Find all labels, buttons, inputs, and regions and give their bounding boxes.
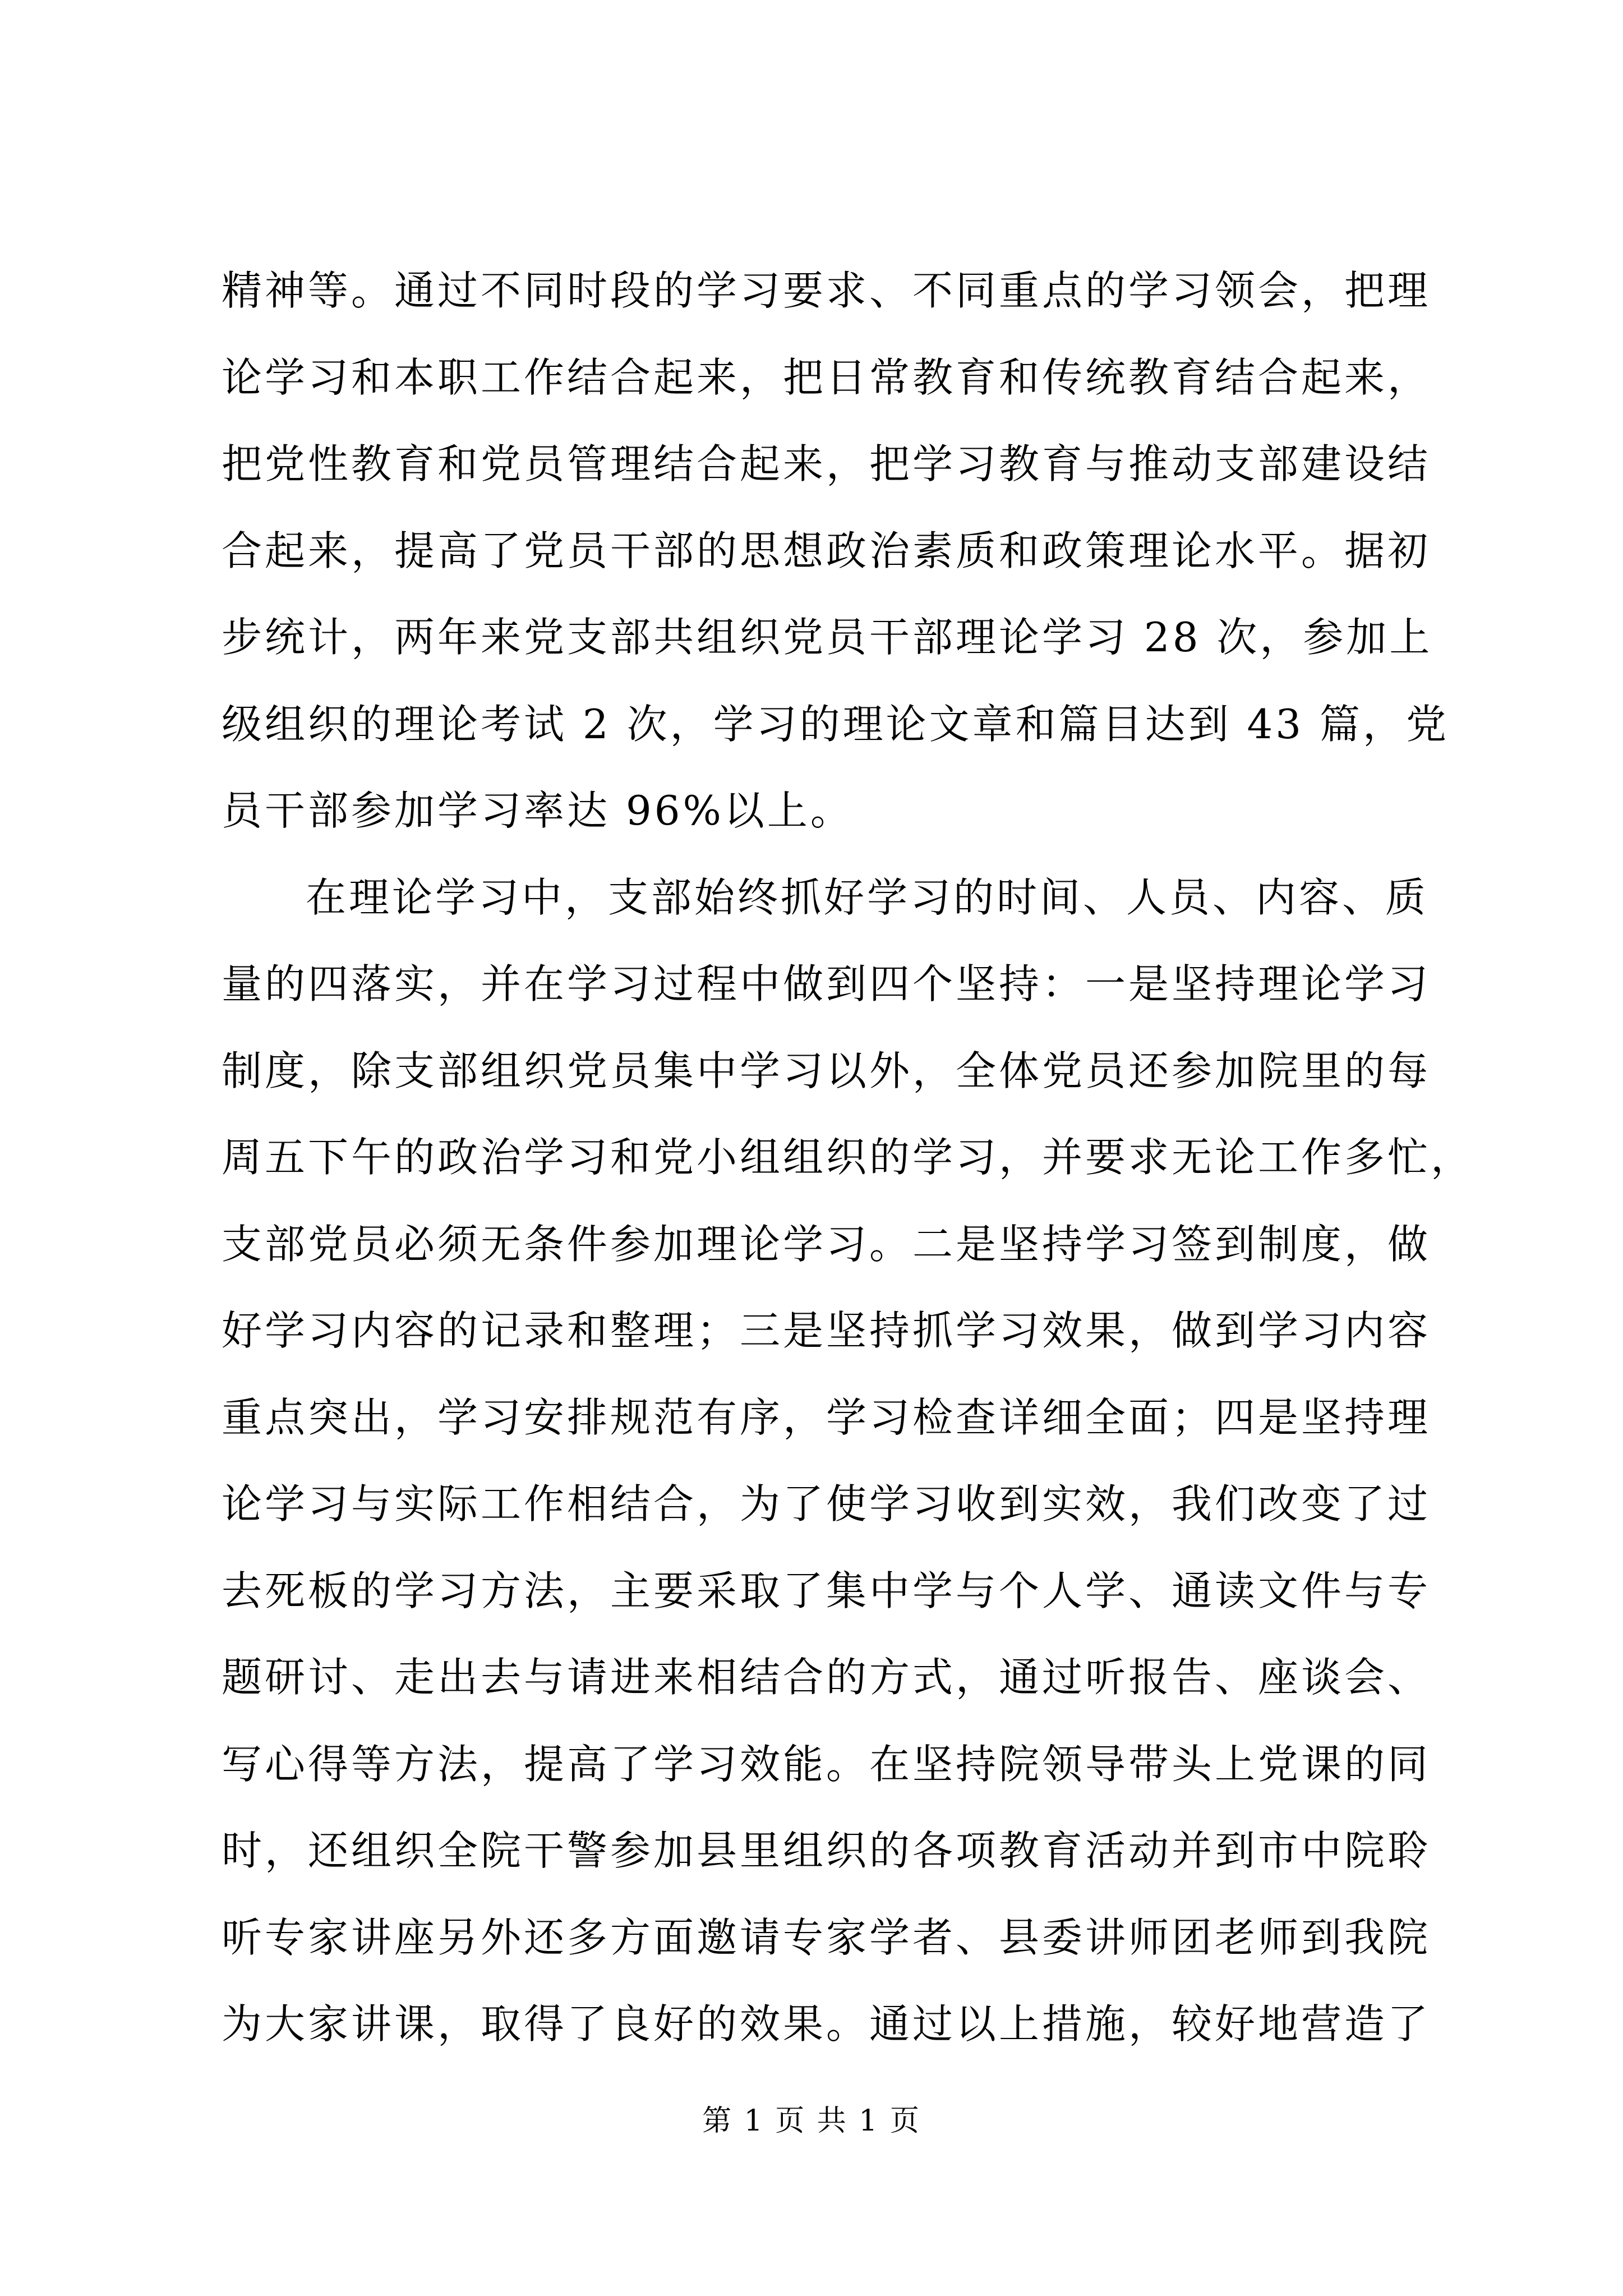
- body-text-line: 题研讨、走出去与请进来相结合的方式，通过听报告、座谈会、: [222, 1654, 1431, 1701]
- body-text-line: 精神等。通过不同时段的学习要求、不同重点的学习领会，把理: [222, 267, 1431, 314]
- body-text-line: 支部党员必须无条件参加理论学习。二是坚持学习签到制度，做: [222, 1221, 1431, 1268]
- page-number-footer: 第 1 页 共 1 页: [702, 2104, 921, 2138]
- body-text-line: 合起来，提高了党员干部的思想政治素质和政策理论水平。据初: [222, 527, 1431, 574]
- body-text-line: 重点突出，学习安排规范有序，学习检查详细全面；四是坚持理: [222, 1394, 1431, 1441]
- body-text-line: 去死板的学习方法，主要采取了集中学与个人学、通读文件与专: [222, 1567, 1431, 1614]
- body-text-line: 步统计，两年来党支部共组织党员干部理论学习 28 次，参加上: [222, 614, 1433, 661]
- body-text-line: 论学习和本职工作结合起来，把日常教育和传统教育结合起来，: [222, 354, 1431, 401]
- body-text-line: 听专家讲座另外还多方面邀请专家学者、县委讲师团老师到我院: [222, 1914, 1431, 1961]
- body-text-line: 周五下午的政治学习和党小组组织的学习，并要求无论工作多忙，: [222, 1134, 1474, 1181]
- body-text-line: 为大家讲课，取得了良好的效果。通过以上措施，较好地营造了: [222, 2000, 1431, 2047]
- body-text-line: 把党性教育和党员管理结合起来，把学习教育与推动支部建设结: [222, 440, 1431, 487]
- body-text-line: 员干部参加学习率达 96%以上。: [222, 787, 854, 834]
- body-text-line: 制度，除支部组织党员集中学习以外，全体党员还参加院里的每: [222, 1047, 1431, 1094]
- body-text-line: 写心得等方法，提高了学习效能。在坚持院领导带头上党课的同: [222, 1741, 1431, 1788]
- body-text-line: 在理论学习中，支部始终抓好学习的时间、人员、内容、质: [306, 874, 1429, 921]
- body-text-line: 好学习内容的记录和整理；三是坚持抓学习效果，做到学习内容: [222, 1307, 1431, 1354]
- body-text-line: 时，还组织全院干警参加县里组织的各项教育活动并到市中院聆: [222, 1827, 1431, 1874]
- body-text-line: 级组织的理论考试 2 次，学习的理论文章和篇目达到 43 篇，党: [222, 701, 1449, 748]
- body-text-line: 量的四落实，并在学习过程中做到四个坚持：一是坚持理论学习: [222, 960, 1431, 1007]
- body-text-line: 论学习与实际工作相结合，为了使学习收到实效，我们改变了过: [222, 1480, 1431, 1527]
